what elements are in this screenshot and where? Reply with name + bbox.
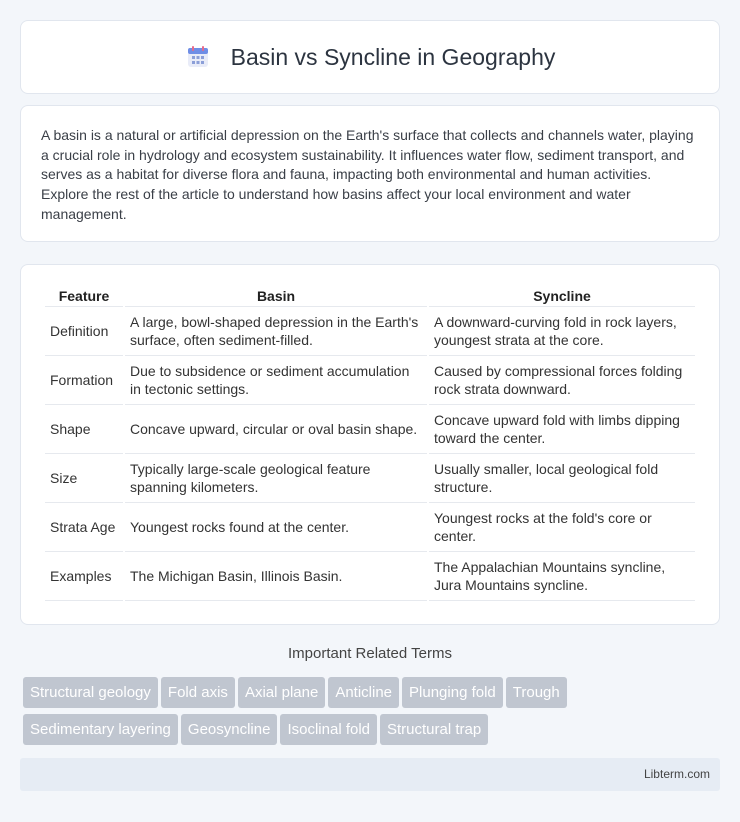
cell-basin: Due to subsidence or sediment accumulation in tectonic settings. — [125, 356, 427, 405]
header-basin: Basin — [125, 285, 427, 307]
tag-geosyncline[interactable]: Geosyncline — [181, 714, 278, 745]
cell-syncline: The Appalachian Mountains syncline, Jura Mountains syncline. — [429, 552, 695, 601]
cell-syncline: Concave upward fold with limbs dipping toward the center. — [429, 405, 695, 454]
footer — [20, 758, 720, 791]
tag-axial-plane[interactable]: Axial plane — [238, 677, 325, 708]
tag-anticline[interactable]: Anticline — [328, 677, 399, 708]
tag-structural-geology[interactable]: Structural geology — [23, 677, 158, 708]
tag-fold-axis[interactable]: Fold axis — [161, 677, 235, 708]
cell-syncline: Caused by compressional forces folding rock strata downward. — [429, 356, 695, 405]
cell-feature: Strata Age — [45, 503, 123, 552]
comparison-table-card — [20, 264, 720, 625]
header-feature: Feature — [45, 285, 123, 307]
table-row — [45, 356, 695, 405]
cell-basin: Youngest rocks found at the center. — [125, 503, 427, 552]
cell-basin: Concave upward, circular or oval basin shape. — [125, 405, 427, 454]
cell-basin: The Michigan Basin, Illinois Basin. — [125, 552, 427, 601]
table-row — [45, 405, 695, 454]
page-title: Basin vs Syncline in Geography — [230, 43, 556, 70]
intro-card — [20, 105, 720, 242]
related-terms-list — [23, 677, 723, 751]
table-header-row — [45, 285, 695, 307]
tag-structural-trap[interactable]: Structural trap — [380, 714, 488, 745]
table-row — [45, 307, 695, 356]
cell-syncline: Usually smaller, local geological fold structure. — [429, 454, 695, 503]
footer-site-link[interactable]: Libterm.com — [643, 767, 710, 781]
cell-feature: Examples — [45, 552, 123, 601]
intro-text: A basin is a natural or artificial depression on the Earth's surface that collects and channels water, playing a crucial role in hydrology and ecosystem sustainability. It influences water flow, sediment transport, and serves as a habitat for diverse flora and fauna, impacting both environmental and human activities. Explore the rest of the article to understand how basins affect your local environment and water management. — [41, 127, 694, 222]
related-terms-title: Important Related Terms — [288, 645, 452, 662]
tag-trough[interactable]: Trough — [506, 677, 567, 708]
table-row — [45, 503, 695, 552]
cell-basin: Typically large-scale geological feature spanning kilometers. — [125, 454, 427, 503]
header-syncline: Syncline — [429, 285, 695, 307]
table-row — [45, 454, 695, 503]
title-card — [20, 20, 720, 94]
calendar-icon — [185, 44, 211, 70]
tag-sedimentary-layering[interactable]: Sedimentary layering — [23, 714, 178, 745]
comparison-table — [43, 285, 697, 601]
tag-plunging-fold[interactable]: Plunging fold — [402, 677, 503, 708]
cell-syncline: Youngest rocks at the fold's core or center. — [429, 503, 695, 552]
cell-feature: Size — [45, 454, 123, 503]
tag-isoclinal-fold[interactable]: Isoclinal fold — [280, 714, 377, 745]
cell-feature: Definition — [45, 307, 123, 356]
cell-basin: A large, bowl-shaped depression in the Earth's surface, often sediment-filled. — [125, 307, 427, 356]
table-row — [45, 552, 695, 601]
cell-feature: Formation — [45, 356, 123, 405]
cell-syncline: A downward-curving fold in rock layers, youngest strata at the core. — [429, 307, 695, 356]
cell-feature: Shape — [45, 405, 123, 454]
